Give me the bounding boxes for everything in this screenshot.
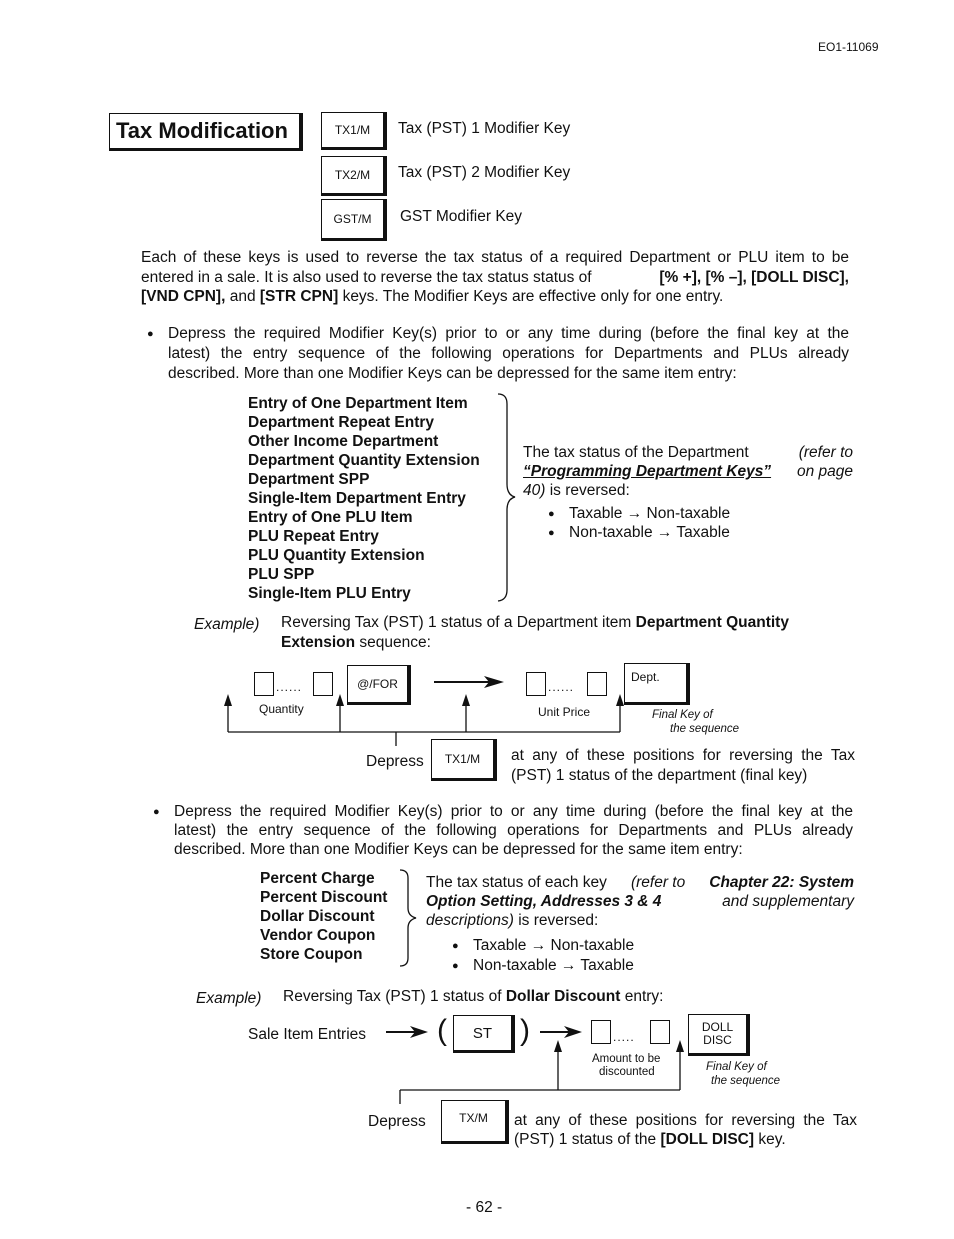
- example1-sequence: sequence:: [359, 634, 431, 651]
- tx1m-key-description: Tax (PST) 1 Modifier Key: [398, 120, 571, 137]
- position-arrows-2: [390, 1036, 690, 1106]
- section-title: Tax Modification: [116, 118, 288, 143]
- example2-after-2-key: key.: [758, 1131, 786, 1148]
- note1-line-1: [523, 443, 853, 462]
- example2-after-1: at any of these positions for reversing the Tax: [514, 1112, 857, 1129]
- depress-label-1: Depress: [366, 753, 424, 770]
- position-arrows-1: [220, 690, 630, 750]
- dept-key: Dept.: [624, 663, 690, 705]
- note2-option-setting: Option Setting, Addresses 3 & 4: [426, 893, 662, 910]
- str-cpn-key-ref: [STR CPN]: [259, 288, 339, 305]
- ops1-item: Entry of One PLU Item: [248, 509, 413, 526]
- note1-text: The tax status of the Department: [523, 444, 749, 461]
- note2-chapter: Chapter 22: System: [709, 874, 854, 891]
- brace-2: [398, 868, 420, 968]
- final-key-label-2: the sequence: [670, 723, 740, 735]
- bullet2-line-2: latest) the entry sequence of the following operations for Departments and PLUs already: [174, 822, 853, 839]
- st-key: ST: [453, 1015, 515, 1053]
- ops1-item: Entry of One Department Item: [248, 395, 468, 412]
- bullet1-line-3: described. More than one Modifier Keys can be depressed for the same item entry:: [168, 365, 737, 382]
- sequence-arrow: [434, 674, 506, 690]
- example2-after-2-text: (PST) 1 status of the: [514, 1131, 657, 1148]
- ops2-item: Percent Discount: [260, 889, 388, 906]
- ops1-item: Department SPP: [248, 471, 370, 488]
- example2-entry: entry:: [624, 988, 664, 1005]
- for-key: @/FOR: [347, 665, 411, 705]
- ops2-item: Percent Charge: [260, 870, 375, 887]
- tx2m-key: TX2/M: [321, 156, 387, 196]
- example1-line-2: [281, 633, 431, 652]
- note1-reversed: is reversed:: [549, 482, 630, 499]
- intro-line-2-text: entered in a sale. It is also used to reverse the tax status status of: [141, 269, 592, 286]
- paren-right: ): [520, 1014, 530, 1047]
- ops2-item: Vendor Coupon: [260, 927, 376, 944]
- ops1-item: Department Quantity Extension: [248, 452, 480, 469]
- ellipsis: ......: [548, 680, 575, 694]
- unit-price-label: Unit Price: [538, 705, 591, 719]
- final-key-label-1: Final Key of: [652, 709, 713, 721]
- note1-refer: (refer to: [798, 444, 853, 461]
- txm-depress-key: TX/M: [441, 1100, 509, 1144]
- ops1-item: PLU Repeat Entry: [248, 528, 379, 545]
- note2-line-1: [426, 873, 854, 892]
- amount-label-1: Amount to be: [592, 1053, 661, 1065]
- ops2-item: Dollar Discount: [260, 908, 375, 925]
- note1-on-page: on page: [796, 463, 853, 480]
- example1-line-1: [281, 613, 789, 632]
- intro-line-2: [141, 268, 849, 287]
- example2-line-1: [283, 987, 663, 1006]
- intro-line-3-text: keys. The Modifier Keys are effective only for one entry.: [342, 288, 724, 305]
- tx1m-key: TX1/M: [321, 112, 387, 150]
- intro-line-3: [141, 287, 723, 306]
- intro-line-2-keys: [% +], [% –], [DOLL DISC],: [659, 269, 849, 286]
- page-number: - 62 -: [466, 1199, 503, 1216]
- ops1-item: Other Income Department: [248, 433, 439, 450]
- doll-disc-key-line-1: DOLL: [701, 1020, 734, 1034]
- note2-bullet-taxable: ● Taxable → Non-taxable: [473, 936, 634, 955]
- example1-after-2: (PST) 1 status of the department (final key): [511, 767, 808, 784]
- example1-operation: Department Quantity: [635, 614, 789, 631]
- ops2-item: Store Coupon: [260, 946, 363, 963]
- ops1-item: Single-Item PLU Entry: [248, 585, 411, 602]
- note1-line-3: [523, 481, 630, 500]
- tx1m-depress-key: TX1/M: [431, 739, 497, 781]
- note2-descriptions: descriptions): [426, 912, 514, 929]
- paren-left: (: [437, 1014, 447, 1047]
- bullet2-line-3: described. More than one Modifier Keys can be depressed for the same item entry:: [174, 841, 743, 858]
- example2-after-2: [514, 1130, 786, 1149]
- note2-bullet-nontaxable: ● Non-taxable → Taxable: [473, 956, 634, 975]
- ellipsis: .....: [613, 1030, 635, 1044]
- ops1-item: PLU SPP: [248, 566, 315, 583]
- tx2m-key-description: Tax (PST) 2 Modifier Key: [398, 164, 571, 181]
- note2-supplementary: and supplementary: [722, 893, 854, 910]
- bullet2-line-1: ● Depress the required Modifier Key(s) prior to or any time during (before the final key at the: [174, 802, 853, 821]
- section-title-box: [109, 113, 303, 151]
- gstm-key: GST/M: [321, 199, 387, 241]
- ops1-item: PLU Quantity Extension: [248, 547, 425, 564]
- document-id: EO1-11069: [818, 40, 879, 54]
- quantity-label: Quantity: [259, 702, 304, 716]
- note2-refer: (refer to: [630, 874, 686, 891]
- doll-disc-key-line-2: DISC: [703, 1033, 732, 1047]
- note1-line-2: [523, 462, 853, 481]
- doll-disc-key-ref: [DOLL DISC]: [660, 1131, 755, 1148]
- brace-1: [496, 392, 518, 604]
- note1-page-number: 40): [523, 482, 546, 499]
- doll-disc-key: [688, 1014, 750, 1056]
- example2-operation: Dollar Discount: [505, 988, 621, 1005]
- intro-line-3-and: and: [229, 288, 256, 305]
- vnd-cpn-key-ref: [VND CPN],: [141, 288, 226, 305]
- example1-label: Example): [194, 616, 260, 633]
- example1-after-1: at any of these positions for reversing the Tax: [511, 747, 855, 764]
- note2-reversed: is reversed:: [518, 912, 599, 929]
- programming-department-keys-link[interactable]: “Programming Department Keys”: [523, 463, 772, 480]
- note1-bullet-nontaxable: ● Non-taxable → Taxable: [569, 523, 730, 542]
- ellipsis: ......: [276, 680, 303, 694]
- note2-line-3: [426, 911, 598, 930]
- example2-text: Reversing Tax (PST) 1 status of: [283, 988, 502, 1005]
- example1-operation-cont: Extension: [281, 634, 356, 651]
- note1-bullet-taxable: ● Taxable → Non-taxable: [569, 504, 730, 523]
- gstm-key-description: GST Modifier Key: [400, 208, 523, 225]
- example2-label: Example): [196, 990, 262, 1007]
- amount-label-2: discounted: [599, 1066, 655, 1078]
- depress-label-2: Depress: [368, 1113, 426, 1130]
- example1-text: Reversing Tax (PST) 1 status of a Department item: [281, 614, 632, 631]
- final-key-label-4: the sequence: [711, 1075, 781, 1087]
- ops1-item: Single-Item Department Entry: [248, 490, 466, 507]
- bullet1-line-2: latest) the entry sequence of the following operations for Departments and PLUs already: [168, 345, 849, 362]
- bullet1-line-1: ● Depress the required Modifier Key(s) prior to or any time during (before the final key at the: [168, 324, 849, 343]
- ops1-item: Department Repeat Entry: [248, 414, 435, 431]
- intro-line-1: Each of these keys is used to reverse the tax status of a required Department or PLU item to be: [141, 249, 849, 266]
- final-key-label-3: Final Key of: [706, 1061, 767, 1073]
- note2-text: The tax status of each key: [426, 874, 607, 891]
- sale-item-entries-label: Sale Item Entries: [248, 1026, 367, 1043]
- note2-line-2: [426, 892, 854, 911]
